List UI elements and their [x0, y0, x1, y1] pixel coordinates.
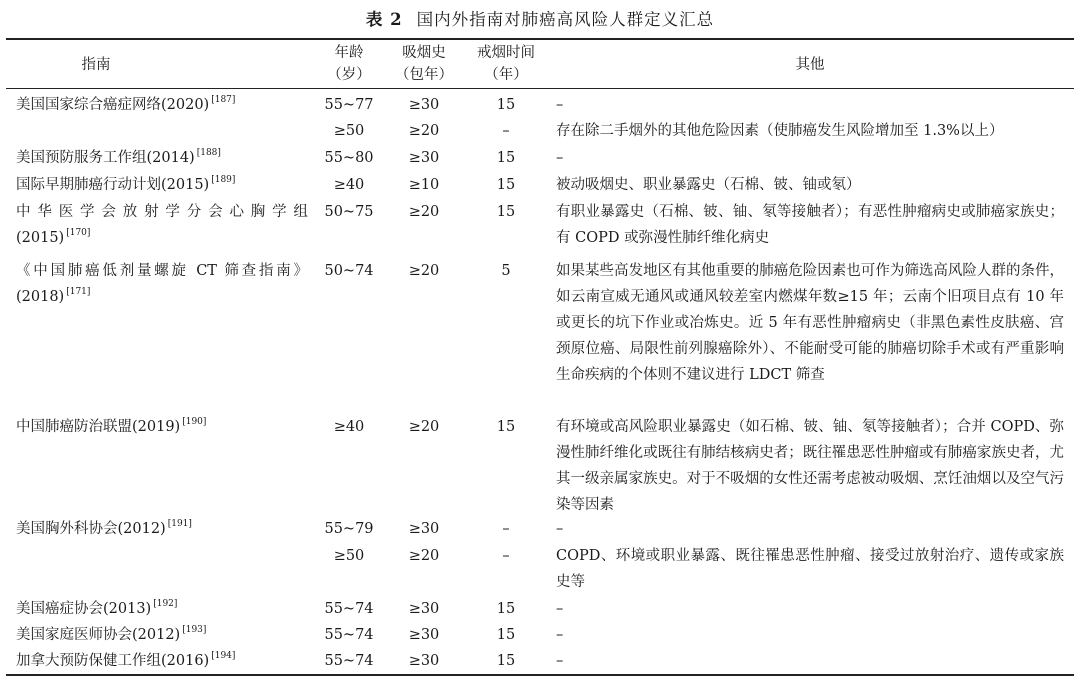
header-quit-line2: （年）: [484, 67, 528, 83]
header-age-line2: （岁）: [327, 67, 371, 83]
citation-ref: [189]: [211, 175, 236, 185]
table-title: 国内外指南对肺癌高风险人群定义汇总: [416, 10, 715, 29]
row-5-guide: [16, 199, 314, 251]
guide-name: 中华医学会放射学分会心胸学组: [16, 204, 308, 220]
row-6-guide: [16, 258, 314, 310]
row-8-quit: –: [502, 521, 510, 537]
guide-name: 加拿大预防保健工作组(2016): [16, 653, 210, 669]
row-12-other: –: [556, 653, 564, 669]
row-10-age: 55~74: [324, 601, 374, 617]
row-12-smoke: ≥30: [408, 653, 440, 669]
header-quit-line1: 戒烟时间: [477, 45, 535, 61]
row-5-quit: 15: [496, 204, 516, 220]
guide-name: 美国癌症协会(2013): [16, 601, 152, 617]
citation-ref: [171]: [66, 287, 91, 297]
row-5-other: 有职业暴露史（石棉、铍、铀、氡等接触者）；有恶性肿瘤病史或肺癌家族史；有 COPD 或弥漫性肺纤维化病史: [556, 204, 1064, 246]
row-11-guide: [16, 622, 314, 648]
row-9-quit: –: [502, 548, 510, 564]
guide-name: 中国肺癌防治联盟(2019): [16, 419, 181, 435]
row-3-smoke: ≥30: [408, 150, 440, 166]
row-8-guide: [16, 516, 314, 542]
row-11-quit: 15: [496, 627, 516, 643]
citation-ref: [193]: [182, 625, 207, 635]
row-1-smoke: ≥30: [408, 97, 440, 113]
table-label: 表 2: [365, 10, 403, 29]
bottom-rule: [6, 674, 1074, 676]
row-2-quit: –: [502, 123, 510, 139]
row-3-guide: [16, 145, 314, 171]
row-5-smoke: ≥20: [408, 204, 440, 220]
row-8-age: 55~79: [324, 521, 374, 537]
row-7-smoke: ≥20: [408, 419, 440, 435]
guide-year: (2015): [16, 230, 65, 246]
row-1-guide: [16, 92, 314, 118]
citation-ref: [194]: [211, 651, 236, 661]
row-12-guide: [16, 648, 314, 674]
row-7-guide: [16, 414, 314, 440]
citation-ref: [190]: [182, 417, 207, 427]
row-7-age: ≥40: [333, 419, 365, 435]
row-6-smoke: ≥20: [408, 263, 440, 279]
row-10-smoke: ≥30: [408, 601, 440, 617]
row-3-quit: 15: [496, 150, 516, 166]
header-smoke-line1: 吸烟史: [402, 45, 446, 61]
top-rule: [6, 38, 1074, 40]
row-1-quit: 15: [496, 97, 516, 113]
row-2-smoke: ≥20: [408, 123, 440, 139]
row-4-smoke: ≥10: [408, 177, 440, 193]
row-3-other: –: [556, 150, 564, 166]
row-5-age: 50~75: [324, 204, 374, 220]
header-smoke: [388, 42, 460, 86]
citation-ref: [170]: [66, 228, 91, 238]
row-12-quit: 15: [496, 653, 516, 669]
row-2-age: ≥50: [333, 123, 365, 139]
guide-name: 国际早期肺癌行动计划(2015): [16, 177, 210, 193]
row-11-other: –: [556, 627, 564, 643]
row-2-other: 存在除二手烟外的其他危险因素（使肺癌发生风险增加至 1.3%以上）: [556, 123, 1004, 139]
guide-year: (2018): [16, 289, 65, 305]
row-1-age: 55~77: [324, 97, 374, 113]
guide-name: 《中国肺癌低剂量螺旋 CT 筛查指南》: [16, 263, 308, 279]
row-12-age: 55~74: [324, 653, 374, 669]
row-4-other: 被动吸烟史、职业暴露史（石棉、铍、铀或氡）: [556, 177, 861, 193]
row-9-other: COPD、环境或职业暴露、既往罹患恶性肿瘤、接受过放射治疗、遗传或家族史等: [556, 548, 1064, 590]
row-6-other: 如果某些高发地区有其他重要的肺癌危险因素也可作为筛选高风险人群的条件，如云南宣威无通风或通风较差室内燃煤年数≥15 年；云南个旧项目点有 10 年或更长的坑下作业或冶炼史。近 5 年有恶性肿瘤病史（非黑色素性皮肤癌、宫颈原位癌、局限性前列腺癌除外）、不能耐受可能的肺癌切除手术或有严重影响生命疾病的个体则不建议进行 LDCT 筛查: [556, 263, 1064, 383]
row-8-other: –: [556, 521, 564, 537]
row-1-other: –: [556, 97, 564, 113]
header-other: [556, 54, 1064, 76]
row-10-guide: [16, 596, 314, 622]
row-9-smoke: ≥20: [408, 548, 440, 564]
citation-ref: [192]: [153, 599, 178, 609]
row-7-other: 有环境或高风险职业暴露史（如石棉、铍、铀、氡等接触者）；合并 COPD、弥漫性肺纤维化或既往有肺结核病史者；既往罹患恶性肿瘤或有肺癌家族史者，尤其一级亲属家族史。对于不吸烟的女性还需考虑被动吸烟、烹饪油烟以及空气污染等因素: [556, 419, 1064, 513]
row-10-other: –: [556, 601, 564, 617]
header-other-text: 其他: [795, 57, 825, 73]
header-quit: [464, 42, 548, 86]
row-3-age: 55~80: [324, 150, 374, 166]
row-10-quit: 15: [496, 601, 516, 617]
header-rule: [6, 88, 1074, 89]
header-guide-text: 指南: [81, 57, 111, 73]
row-7-quit: 15: [496, 419, 516, 435]
guide-name: 美国国家综合癌症网络(2020): [16, 97, 210, 113]
row-6-age: 50~74: [324, 263, 374, 279]
row-6-quit: 5: [501, 263, 511, 279]
guide-name: 美国预防服务工作组(2014): [16, 150, 195, 166]
row-9-age: ≥50: [333, 548, 365, 564]
header-smoke-line2: （包年）: [395, 67, 453, 83]
citation-ref: [187]: [211, 95, 236, 105]
citation-ref: [188]: [196, 148, 221, 158]
row-4-age: ≥40: [333, 177, 365, 193]
row-4-quit: 15: [496, 177, 516, 193]
guide-name: 美国家庭医师协会(2012): [16, 627, 181, 643]
row-11-age: 55~74: [324, 627, 374, 643]
header-age: [314, 42, 384, 86]
citation-ref: [191]: [167, 519, 192, 529]
table-caption: [0, 6, 1080, 30]
row-11-smoke: ≥30: [408, 627, 440, 643]
row-4-guide: [16, 172, 314, 198]
header-age-line1: 年龄: [334, 45, 364, 61]
header-guide: [16, 54, 176, 76]
row-8-smoke: ≥30: [408, 521, 440, 537]
guide-name: 美国胸外科协会(2012): [16, 521, 166, 537]
